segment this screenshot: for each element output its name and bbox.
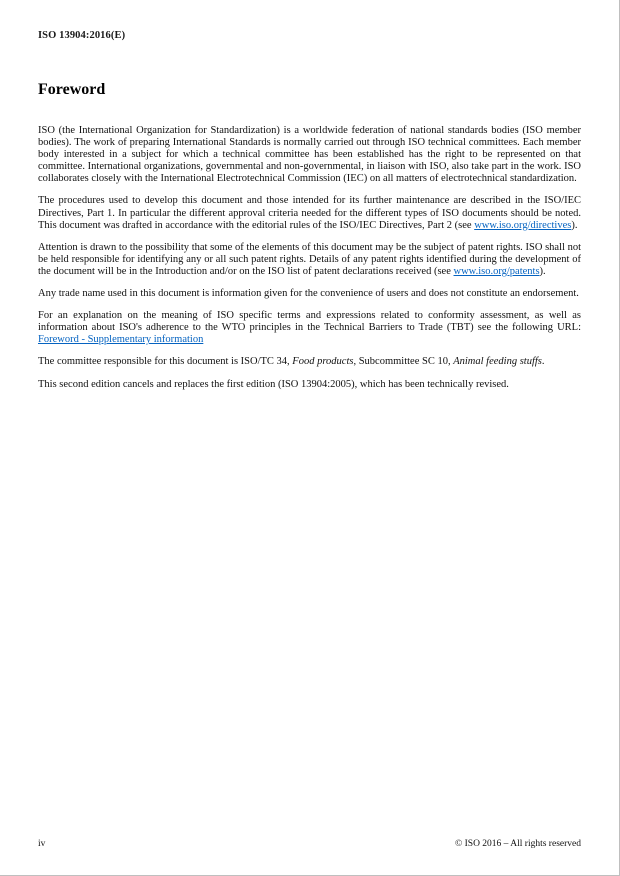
document-reference-header: ISO 13904:2016(E)	[38, 30, 126, 41]
text-run: ).	[571, 219, 578, 231]
paragraph	[38, 242, 581, 278]
body-paragraphs	[38, 125, 581, 391]
copyright-notice: © ISO 2016 – All rights reserved	[455, 839, 581, 849]
paragraph	[38, 288, 581, 300]
text-run: The procedures used to develop this document and those intended for its further maintenance are described in the ISO/IEC Directives, Part 1. In particular the different approval criteria needed for the different types of ISO documents should be noted. This document was drafted in accordance with the editorial rules of the ISO/IEC Directives, Part 2 (see	[38, 195, 581, 231]
page-title: Foreword	[38, 81, 106, 98]
text-run: .	[541, 356, 545, 368]
hyperlink[interactable]: www.iso.org/directives	[474, 219, 572, 231]
page-number: iv	[38, 839, 46, 849]
paragraph	[38, 379, 581, 391]
text-run: This second edition cancels and replaces the first edition (ISO 13904:2005), which has been technically revised.	[38, 378, 509, 390]
paragraph	[38, 310, 581, 346]
hyperlink[interactable]: Foreword - Supplementary information	[38, 334, 204, 346]
page-footer	[38, 839, 581, 849]
paragraph	[38, 125, 581, 185]
italic-text: Animal feeding stuffs	[453, 356, 542, 368]
paragraph	[38, 356, 581, 368]
text-run: For an explanation on the meaning of ISO specific terms and expressions related to conformity assessment, as well as information about ISO's adherence to the WTO principles in the Technical Barriers to Trade (TBT) see the following URL:	[38, 310, 581, 334]
paragraph	[38, 195, 581, 231]
text-run: The committee responsible for this document is ISO/TC 34,	[38, 356, 293, 368]
text-run: Any trade name used in this document is information given for the convenience of users and does not constitute an endorsement.	[38, 288, 579, 300]
text-run: ).	[539, 265, 546, 277]
hyperlink[interactable]: www.iso.org/patents	[453, 265, 540, 277]
text-run: Attention is drawn to the possibility that some of the elements of this document may be the subject of patent rights. ISO shall not be held responsible for identifying any or all such patent rights. Details of any patent rights identified during the development of the document will be in the Introduction and/or on the ISO list of patent declarations received (see	[38, 241, 581, 277]
text-run: , Subcommittee SC 10,	[353, 356, 454, 368]
italic-text: Food products	[292, 356, 354, 368]
text-run: ISO (the International Organization for Standardization) is a worldwide federation of national standards bodies (ISO member bodies). The work of preparing International Standards is normally carried out through ISO technical committees. Each member body interested in a subject for which a technical committee has been established has the right to be represented on that committee. International organizations, governmental and non-governmental, in liaison with ISO, also take part in the work. ISO collaborates closely with the International Electrotechnical Commission (IEC) on all matters of electrotechnical standardization.	[38, 125, 581, 185]
